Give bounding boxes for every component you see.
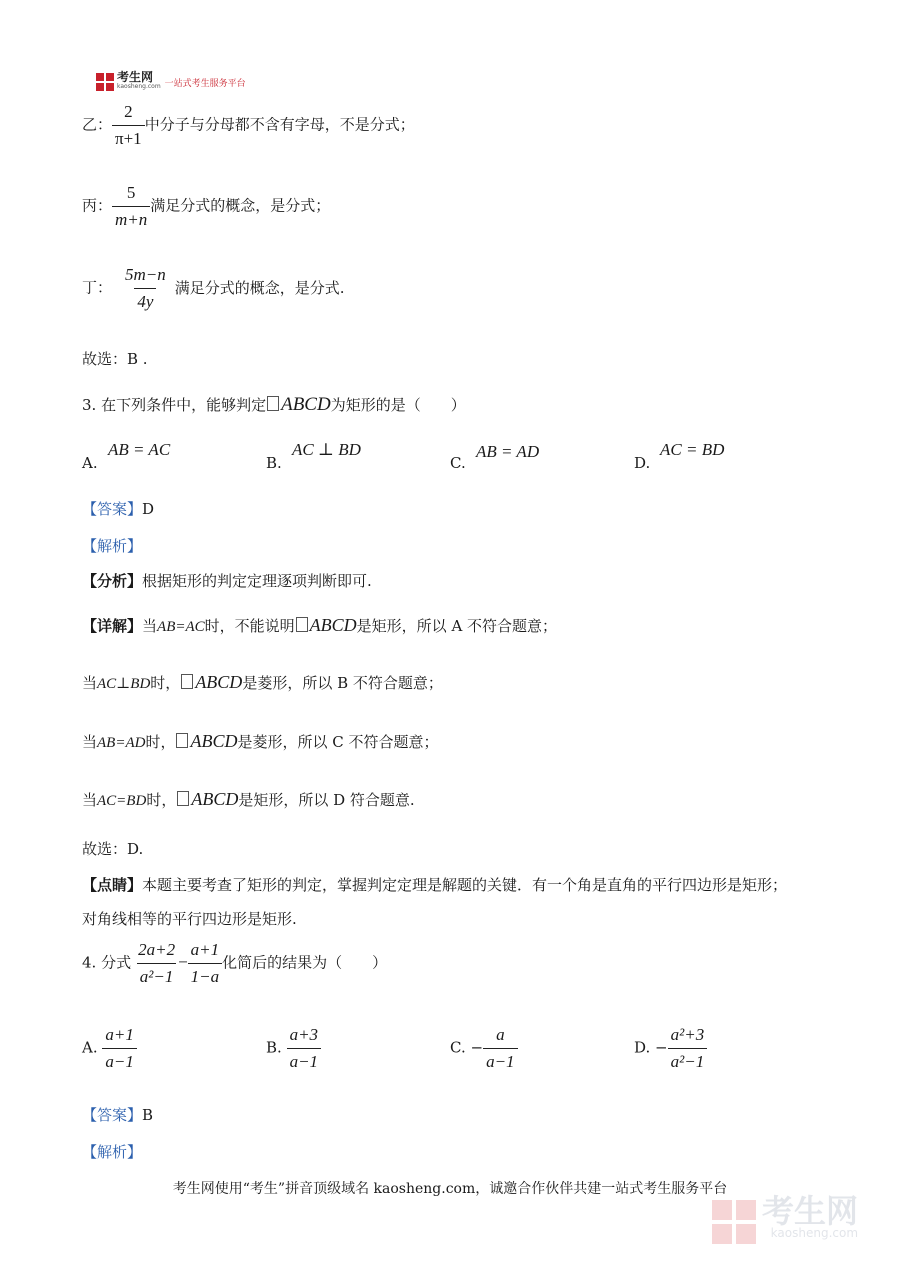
- parallelogram-icon: [296, 617, 308, 632]
- line-bing-text: 满足分式的概念，是分式；: [150, 196, 331, 215]
- logo-slogan: 一站式考生服务平台: [164, 78, 246, 89]
- q4-fraction-2: $\frac{a+1}{1-a}$: [188, 940, 222, 987]
- q4-option-b-label: B.: [266, 1038, 282, 1057]
- logo-en: kaosheng.com: [117, 83, 161, 90]
- q4-stem-pre: 4. 分式: [82, 953, 132, 972]
- q3-detail-tag: 【详解】: [82, 617, 143, 635]
- q3-fenxi-text: 根据矩形的判定定理逐项判断即可.: [142, 572, 372, 590]
- logo-cn: 考生网: [117, 70, 154, 84]
- fraction-bing: $\frac{5}{m+n}$: [112, 183, 150, 230]
- logo-brand: [117, 72, 161, 92]
- q3-option-d-label: D.: [634, 454, 651, 472]
- line-ding-text: 满足分式的概念，是分式.: [174, 278, 345, 297]
- q4-option-a-fraction: $\frac{a+1}{a-1}$: [102, 1025, 136, 1072]
- line-ding: [82, 265, 345, 312]
- q4-option-a: [82, 1025, 137, 1072]
- q3-stem-pre: 3. 在下列条件中，能够判定: [82, 396, 267, 414]
- watermark-logo-icon: [712, 1200, 756, 1244]
- logo-icon: [96, 73, 114, 91]
- line-yi-label: 乙：: [82, 115, 113, 134]
- line-bing-label: 丙：: [82, 196, 113, 215]
- q4-option-c-fraction: $\frac{a}{a-1}$: [483, 1025, 517, 1072]
- q3-detail-line-1: 【详解】当AB=AC时，不能说明 ABCD是矩形，所以 A 不符合题意；: [82, 615, 558, 635]
- q4-option-b-fraction: $\frac{a+3}{a-1}$: [287, 1025, 321, 1072]
- q4-option-d-fraction: $\frac{\text{a²+3}}{\text{a²−1}}$: [668, 1025, 708, 1072]
- watermark-text: 考生网 kaosheng.com: [762, 1192, 859, 1240]
- parallelogram-icon: [267, 396, 279, 411]
- q3-stem: [82, 394, 466, 416]
- parallelogram-icon: [181, 674, 193, 689]
- line-ding-label: 丁：: [82, 278, 113, 297]
- line-yi: [82, 102, 415, 149]
- q3-analysis-tag: 【解析】: [82, 537, 143, 555]
- q3-option-c-label: C.: [450, 454, 466, 472]
- q4-options: [82, 1025, 822, 1075]
- q4-answer: [82, 1104, 153, 1125]
- parallelogram-icon: [176, 733, 188, 748]
- header-logo: [96, 72, 246, 92]
- q4-stem: [82, 940, 387, 987]
- q3-detail-line-3: 当AB=AD时， ABCD是菱形，所以 C 不符合题意；: [82, 731, 439, 751]
- q3-option-c-math: AB = AD: [476, 442, 540, 461]
- line-yi-text: 中分子与分母都不含有字母，不是分式；: [144, 115, 415, 134]
- q4-stem-post: 化简后的结果为（ ）: [222, 953, 388, 972]
- q4-fraction-1: $\frac{2a+2}{\text{a²−1}}$: [138, 940, 176, 986]
- q3-option-a-math: AB = AC: [108, 440, 171, 459]
- q3-answer-tag: 【答案】: [82, 500, 143, 518]
- q3-option-b-label: B.: [266, 454, 282, 472]
- q4-option-c-label: C.: [450, 1038, 466, 1057]
- watermark: [712, 1192, 859, 1244]
- fraction-ding: $\frac{5m-n}{4y}$: [125, 265, 166, 311]
- q3-answer-value: D: [142, 500, 155, 518]
- q3-stem-post: 为矩形的是（ ）: [330, 396, 466, 414]
- q3-option-b-math: AC ⊥ BD: [292, 440, 361, 459]
- q4-answer-tag: 【答案】: [82, 1106, 143, 1124]
- q3-detail-line-2: 当AC⊥BD时， ABCD是菱形，所以 B 不符合题意；: [82, 672, 443, 692]
- q4-option-d-label: D.: [634, 1038, 651, 1057]
- q3-fenxi: [82, 570, 372, 591]
- q3-dianjing-line-2: 对角线相等的平行四边形是矩形.: [82, 910, 297, 928]
- line-bing: [82, 183, 330, 230]
- q4-option-a-label: A.: [82, 1038, 98, 1057]
- q4-option-d: D. − $\frac{\text{a²+3}}{\text{a²−1}}$: [634, 1025, 707, 1072]
- q3-option-d-math: AC = BD: [660, 440, 725, 459]
- q3-fenxi-tag: 【分析】: [82, 572, 143, 590]
- q4-minus: −: [178, 952, 188, 972]
- q4-option-c: C. − $\frac{a}{a-1}$: [450, 1025, 518, 1072]
- choice-q2: 故选：B .: [82, 350, 148, 368]
- q3-detail-line-4: 当AC=BD时， ABCD是矩形，所以 D 符合题意.: [82, 789, 415, 809]
- parallelogram-icon: [177, 791, 189, 806]
- q4-analysis-tag: 【解析】: [82, 1143, 143, 1161]
- q3-stem-math: ABCD: [281, 394, 331, 415]
- q3-choice: 故选：D.: [82, 840, 144, 858]
- q3-dianjing-line-1: 【点睛】本题主要考查了矩形的判定，掌握判定定理是解题的关键．有一个角是直角的平行四边形是矩形；: [82, 876, 788, 894]
- q4-option-b: [266, 1025, 321, 1072]
- q4-answer-value: B: [142, 1106, 154, 1124]
- q3-answer: [82, 498, 154, 519]
- q3-option-a-label: A.: [82, 454, 98, 472]
- fraction-yi: $\frac{2}{\pi+1}$: [112, 102, 145, 149]
- footer-text: 考生网使用“考生”拼音顶级域名 kaosheng.com，诚邀合作伙伴共建一站式考生服务平台: [172, 1181, 728, 1197]
- q3-dianjing-tag: 【点睛】: [82, 876, 143, 894]
